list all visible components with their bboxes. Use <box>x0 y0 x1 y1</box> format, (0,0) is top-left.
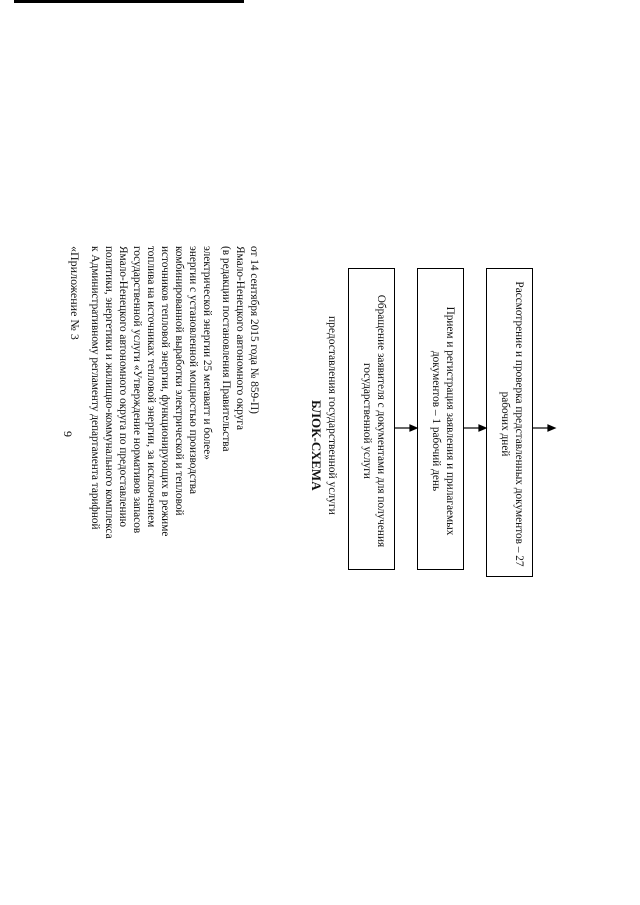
annex-line-2: политики, энергетики и жилищно-коммунального комплекса <box>103 246 115 539</box>
step-text-3: Рассмотрение и проверка представленных документов – 27 рабочих дней <box>499 281 525 567</box>
arrow-2 <box>464 425 486 431</box>
step-text-2: Прием и регистрация заявления и прилагаемых документов – 1 рабочий день <box>430 306 456 536</box>
annex-line-7: комбинированной выработки электрической и тепловой <box>173 246 185 516</box>
annex-line-11: Ямало-Ненецкого автономного округа <box>234 246 246 431</box>
step-box-1 <box>348 268 395 570</box>
annex-line-4: государственной услуги «Утверждение нормативов запасов <box>131 246 143 534</box>
annex-title: «Приложение № 3 <box>68 246 82 340</box>
arrow-1 <box>395 425 417 431</box>
annex-line-8: энергии с установленной мощностью производства <box>187 246 199 495</box>
annex-line-5: топлива на источниках тепловой энергии, за исключением <box>145 246 157 528</box>
step-box-3 <box>486 268 533 577</box>
annex-line-3: Ямало-Ненецкого автономного округа по предоставлению <box>117 246 129 528</box>
top-rule <box>14 0 244 3</box>
flowchart-subtitle: предоставления государственной услуги <box>326 316 338 515</box>
flowchart-title: БЛОК-СХЕМА <box>309 400 324 491</box>
annex-line-1: к Административному регламенту департамента тарифной <box>89 246 101 530</box>
annex-line-10: (в редакции постановления Правительства <box>220 246 232 452</box>
annex-line-6: источников тепловой энергии, функционирующих в режиме <box>159 246 171 537</box>
step-box-2 <box>417 268 464 570</box>
page-number: 9 <box>61 431 75 437</box>
annex-line-9: электрической энергии 25 мегаватт и более» <box>201 246 213 460</box>
arrow-3 <box>533 425 555 431</box>
annex-line-12: от 14 сентября 2015 года № 859-П) <box>248 246 260 414</box>
step-text-1: Обращение заявителя с документами для получения государственной услуги <box>361 294 387 548</box>
